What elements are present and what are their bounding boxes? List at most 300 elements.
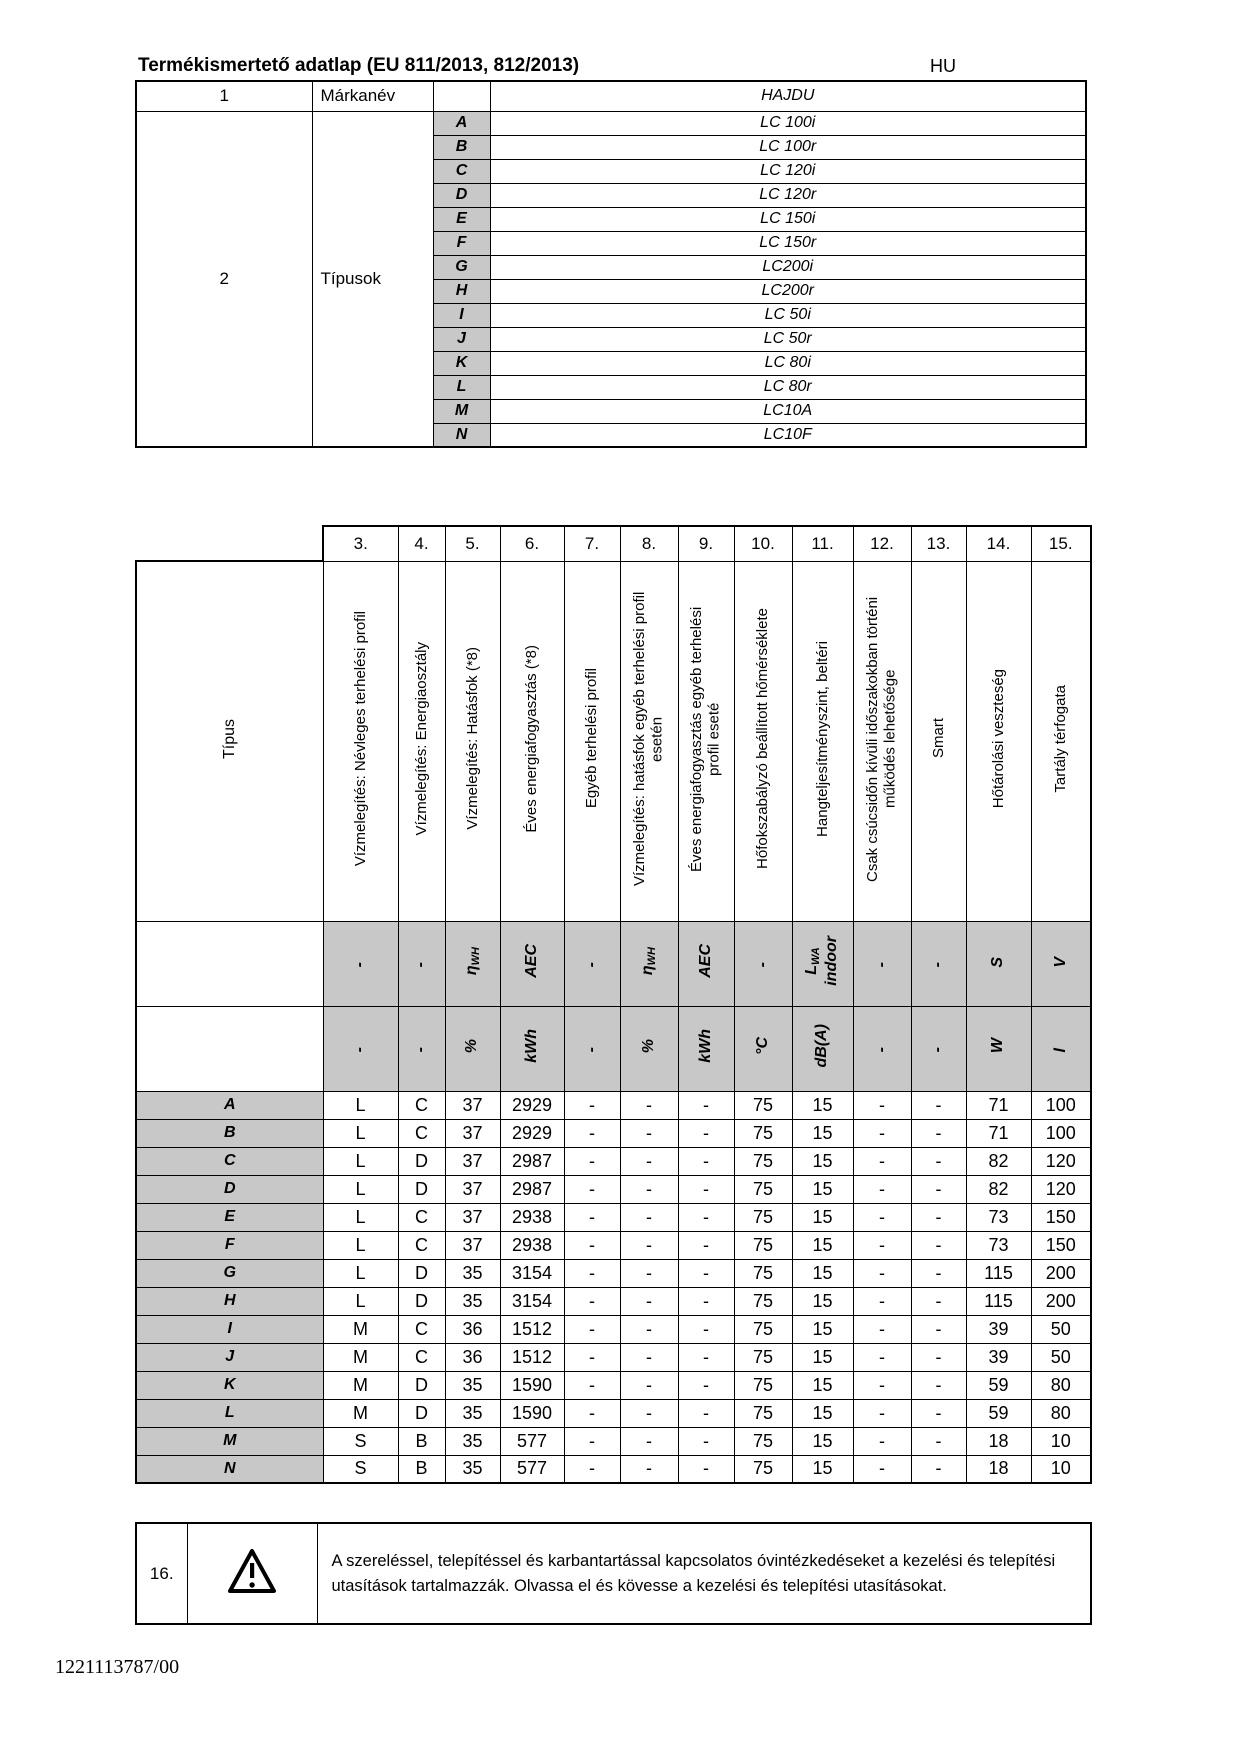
data-cell: 35 [445,1399,500,1427]
data-cell: - [911,1455,966,1483]
data-cell: D [398,1147,445,1175]
row-key-cell: H [136,1287,323,1315]
type-key-cell: F [433,231,490,255]
unit-cell: W [966,1006,1031,1091]
type-key-cell: C [433,159,490,183]
column-header-cell: Smart [911,561,966,921]
data-cell: B [398,1427,445,1455]
type-key-cell: L [433,375,490,399]
data-cell: - [620,1399,678,1427]
data-cell: 75 [734,1287,792,1315]
data-cell: - [620,1427,678,1455]
data-cell: - [678,1315,734,1343]
data-cell: - [911,1203,966,1231]
data-cell: 35 [445,1287,500,1315]
data-cell: - [678,1259,734,1287]
type-model-cell: LC 150r [490,231,1086,255]
data-cell: - [564,1175,620,1203]
data-cell: 75 [734,1455,792,1483]
data-cell: 80 [1031,1399,1091,1427]
data-cell: - [911,1119,966,1147]
data-cell: 15 [792,1091,853,1119]
data-cell: 80 [1031,1371,1091,1399]
data-cell: M [323,1399,398,1427]
column-numbers-row [136,526,1091,561]
data-cell: - [678,1203,734,1231]
column-number-cell: 10. [734,526,792,561]
data-cell: - [620,1455,678,1483]
data-cell: L [323,1203,398,1231]
column-header-cell: Tartály térfogata [1031,561,1091,921]
data-cell: - [678,1343,734,1371]
data-cell: - [678,1175,734,1203]
column-header-cell: Éves energiafogyasztás (*8) [500,561,564,921]
unit-cell: °C [734,1006,792,1091]
data-cell: 3154 [500,1259,564,1287]
data-cell: - [620,1147,678,1175]
data-cell: 75 [734,1371,792,1399]
data-cell: - [564,1203,620,1231]
type-key-cell: K [433,351,490,375]
column-number-cell: 4. [398,526,445,561]
data-cell: 37 [445,1231,500,1259]
data-cell: 15 [792,1371,853,1399]
data-cell: 2987 [500,1175,564,1203]
data-cell: C [398,1091,445,1119]
data-cell: 39 [966,1343,1031,1371]
data-cell: - [853,1455,911,1483]
symbol-cell: V [1031,921,1091,1006]
column-header-cell: Hőfokszabályzó beállított hőmérséklete [734,561,792,921]
data-cell: - [853,1091,911,1119]
column-header-cell: Csak csúcsidőn kívüli időszakokban történi működés lehetősége [853,561,911,921]
row-key-cell: N [136,1455,323,1483]
type-key-cell: M [433,399,490,423]
data-cell: - [564,1371,620,1399]
data-cell: 75 [734,1259,792,1287]
row-key-cell: I [136,1315,323,1343]
data-cell: - [620,1231,678,1259]
data-row [136,1427,1091,1455]
column-number-cell: 13. [911,526,966,561]
note-row [136,1523,1091,1624]
symbol-cell: - [853,921,911,1006]
note-table [135,1522,1092,1625]
unit-cell: - [911,1006,966,1091]
symbol-spacer-cell [136,921,323,1006]
data-cell: - [853,1287,911,1315]
type-model-cell: LC200i [490,255,1086,279]
unit-cell: - [398,1006,445,1091]
data-cell: C [398,1231,445,1259]
data-cell: D [398,1259,445,1287]
data-cell: 15 [792,1119,853,1147]
symbol-cell: S [966,921,1031,1006]
data-cell: 120 [1031,1175,1091,1203]
data-cell: 75 [734,1147,792,1175]
type-model-cell: LC 120r [490,183,1086,207]
data-cell: 100 [1031,1119,1091,1147]
data-cell: 71 [966,1119,1031,1147]
column-header-cell: Éves energiafogyasztás egyéb terhelési profil eseté [678,561,734,921]
data-cell: - [564,1287,620,1315]
data-cell: 37 [445,1091,500,1119]
symbol-cell: - [323,921,398,1006]
data-row [136,1343,1091,1371]
column-number-cell: 9. [678,526,734,561]
data-row [136,1371,1091,1399]
data-cell: D [398,1175,445,1203]
row-key-cell: G [136,1259,323,1287]
data-cell: - [911,1315,966,1343]
data-cell: 75 [734,1315,792,1343]
language-code: HU [930,56,956,76]
unit-cell: kWh [500,1006,564,1091]
data-cell: 577 [500,1427,564,1455]
data-cell: 82 [966,1147,1031,1175]
brand-types-table [135,80,1087,448]
data-cell: 15 [792,1287,853,1315]
column-number-cell: 12. [853,526,911,561]
type-key-cell: A [433,111,490,135]
data-cell: 37 [445,1203,500,1231]
data-cell: L [323,1231,398,1259]
type-model-cell: LC200r [490,279,1086,303]
row-key-cell: L [136,1399,323,1427]
column-number-cell: 6. [500,526,564,561]
warning-icon [227,1548,277,1594]
unit-cell: - [323,1006,398,1091]
types-label-cell: Típusok [312,111,433,447]
data-cell: - [853,1231,911,1259]
data-cell: 2938 [500,1231,564,1259]
data-cell: 73 [966,1231,1031,1259]
symbol-cell: $\eta_{WH}$ [445,921,500,1006]
type-model-cell: LC 100i [490,111,1086,135]
types-rows [136,111,1086,447]
row-key-cell: J [136,1343,323,1371]
type-model-cell: LC 50r [490,327,1086,351]
column-header-cell: Hangteljesítményszint, beltéri [792,561,853,921]
document-title: Termékismertető adatlap (EU 811/2013, 812/2013) [138,55,580,76]
data-row [136,1287,1091,1315]
data-cell: 35 [445,1427,500,1455]
data-cell: - [853,1203,911,1231]
brand-value-cell: HAJDU [490,81,1086,111]
data-cell: 200 [1031,1287,1091,1315]
data-row [136,1259,1091,1287]
data-cell: - [678,1371,734,1399]
data-row [136,1091,1091,1119]
type-column-header: Típus [136,561,323,921]
ghost-cell [136,526,323,561]
unit-cell: l [1031,1006,1091,1091]
unit-cell: - [853,1006,911,1091]
data-cell: 75 [734,1343,792,1371]
datasheet-table [135,525,1092,1484]
data-cell: 2938 [500,1203,564,1231]
type-model-cell: LC 80i [490,351,1086,375]
data-cell: - [620,1259,678,1287]
data-cell: 3154 [500,1287,564,1315]
symbol-cell: - [734,921,792,1006]
data-cell: 15 [792,1427,853,1455]
data-row [136,1231,1091,1259]
data-cell: - [620,1091,678,1119]
data-cell: D [398,1371,445,1399]
data-cell: 15 [792,1147,853,1175]
data-cell: - [620,1287,678,1315]
data-cell: 75 [734,1427,792,1455]
data-cell: 1590 [500,1371,564,1399]
data-cell: L [323,1119,398,1147]
data-cell: C [398,1315,445,1343]
data-cell: C [398,1203,445,1231]
data-cell: M [323,1315,398,1343]
data-cell: 37 [445,1147,500,1175]
data-cell: L [323,1147,398,1175]
data-cell: - [564,1399,620,1427]
symbol-cell: - [564,921,620,1006]
row-key-cell: D [136,1175,323,1203]
data-cell: - [911,1231,966,1259]
data-cell: 100 [1031,1091,1091,1119]
data-cell: - [620,1175,678,1203]
data-cell: - [678,1091,734,1119]
data-cell: - [911,1175,966,1203]
data-cell: 75 [734,1119,792,1147]
row-key-cell: M [136,1427,323,1455]
data-cell: 120 [1031,1147,1091,1175]
data-cell: - [620,1119,678,1147]
data-cell: - [620,1371,678,1399]
data-cell: 18 [966,1427,1031,1455]
data-cell: - [911,1399,966,1427]
data-cell: - [911,1371,966,1399]
data-cell: 15 [792,1343,853,1371]
data-cell: 75 [734,1091,792,1119]
data-cell: 1512 [500,1315,564,1343]
data-cell: 75 [734,1231,792,1259]
data-cell: 50 [1031,1343,1091,1371]
data-row [136,1203,1091,1231]
data-cell: B [398,1455,445,1483]
data-row [136,1315,1091,1343]
data-rows [136,1091,1091,1483]
data-cell: - [620,1343,678,1371]
type-key-cell: J [433,327,490,351]
symbols-row [136,921,1091,1006]
data-cell: - [564,1455,620,1483]
data-cell: D [398,1287,445,1315]
data-cell: - [853,1315,911,1343]
unit-spacer-cell [136,1006,323,1091]
data-cell: 15 [792,1203,853,1231]
data-row [136,1455,1091,1483]
data-cell: 10 [1031,1455,1091,1483]
row-key-cell: A [136,1091,323,1119]
unit-cell: kWh [678,1006,734,1091]
data-cell: 115 [966,1259,1031,1287]
row-key-cell: C [136,1147,323,1175]
data-cell: 10 [1031,1427,1091,1455]
data-cell: - [678,1119,734,1147]
empty-cell [433,81,490,111]
data-cell: - [911,1287,966,1315]
data-row [136,1399,1091,1427]
data-cell: - [564,1315,620,1343]
data-cell: - [678,1231,734,1259]
data-cell: - [564,1091,620,1119]
data-cell: M [323,1343,398,1371]
data-cell: L [323,1287,398,1315]
type-key-cell: E [433,207,490,231]
data-cell: - [620,1315,678,1343]
data-cell: 35 [445,1259,500,1287]
data-cell: 2929 [500,1091,564,1119]
data-cell: - [678,1399,734,1427]
data-cell: C [398,1343,445,1371]
type-model-cell: LC 150i [490,207,1086,231]
data-cell: - [678,1287,734,1315]
data-cell: D [398,1399,445,1427]
data-cell: - [564,1343,620,1371]
data-cell: 15 [792,1175,853,1203]
data-cell: 75 [734,1175,792,1203]
column-header-cell: Vízmelegítés: Energiaosztály [398,561,445,921]
data-cell: 1590 [500,1399,564,1427]
data-cell: M [323,1371,398,1399]
data-cell: 59 [966,1371,1031,1399]
data-cell: 150 [1031,1203,1091,1231]
row-key-cell: B [136,1119,323,1147]
data-cell: 15 [792,1399,853,1427]
data-cell: - [911,1091,966,1119]
type-model-cell: LC 50i [490,303,1086,327]
column-number-cell: 8. [620,526,678,561]
symbol-cell: $L_{WA}$ indoor [792,921,853,1006]
type-model-cell: LC 100r [490,135,1086,159]
data-cell: - [853,1259,911,1287]
type-key-cell: B [433,135,490,159]
data-row [136,1175,1091,1203]
data-row [136,1147,1091,1175]
column-number-cell: 3. [323,526,398,561]
type-key-cell: N [433,423,490,447]
data-cell: 39 [966,1315,1031,1343]
data-cell: - [853,1175,911,1203]
data-cell: 15 [792,1231,853,1259]
data-row [136,1119,1091,1147]
data-cell: L [323,1175,398,1203]
row-number-cell: 1 [136,81,312,111]
data-cell: - [678,1455,734,1483]
column-number-cell: 7. [564,526,620,561]
data-cell: - [620,1203,678,1231]
symbol-cell: AEC [678,921,734,1006]
data-cell: S [323,1427,398,1455]
data-cell: 75 [734,1203,792,1231]
note-number-cell: 16. [136,1523,187,1624]
data-cell: 71 [966,1091,1031,1119]
data-cell: C [398,1119,445,1147]
data-cell: - [853,1399,911,1427]
data-cell: 36 [445,1315,500,1343]
symbol-cell: $\eta_{WH}$ [620,921,678,1006]
data-cell: 59 [966,1399,1031,1427]
symbol-cell: - [398,921,445,1006]
note-text: A szereléssel, telepítéssel és karbantartással kapcsolatos óvintézkedéseket a kezelési és telepítési utasítások tartalmazzák. Olvassa el és kövesse a kezelési és telepítési utasításokat. [317,1523,1091,1624]
data-cell: 37 [445,1175,500,1203]
type-model-cell: LC 120i [490,159,1086,183]
data-cell: L [323,1091,398,1119]
data-cell: - [853,1427,911,1455]
data-cell: - [564,1259,620,1287]
data-cell: 2987 [500,1147,564,1175]
type-key-cell: G [433,255,490,279]
column-header-cell: Vízmelegítés: hatásfok egyéb terhelési profil esetén [620,561,678,921]
data-cell: - [564,1427,620,1455]
column-headers-row [136,561,1091,921]
data-cell: 35 [445,1455,500,1483]
data-cell: - [853,1119,911,1147]
column-header-cell: Vízmelegítés: Névleges terhelési profil [323,561,398,921]
unit-cell: dB(A) [792,1006,853,1091]
data-cell: - [853,1343,911,1371]
symbol-cell: AEC [500,921,564,1006]
type-key-cell: H [433,279,490,303]
data-cell: 82 [966,1175,1031,1203]
document-code: 1221113787/00 [55,1656,180,1678]
data-cell: 37 [445,1119,500,1147]
type-model-cell: LC 80r [490,375,1086,399]
type-row [136,111,1086,135]
row-number-cell: 2 [136,111,312,447]
symbol-cell: - [911,921,966,1006]
data-cell: - [911,1259,966,1287]
brand-label-cell: Márkanév [312,81,433,111]
data-cell: 35 [445,1371,500,1399]
data-cell: 150 [1031,1231,1091,1259]
type-key-cell: I [433,303,490,327]
data-cell: - [853,1147,911,1175]
data-cell: L [323,1259,398,1287]
data-cell: 577 [500,1455,564,1483]
unit-cell: % [445,1006,500,1091]
data-cell: - [678,1427,734,1455]
brand-row [136,81,1086,111]
data-cell: 36 [445,1343,500,1371]
column-header-cell: Vízmelegítés: Hatásfok (*8) [445,561,500,921]
data-cell: - [678,1147,734,1175]
data-cell: - [911,1427,966,1455]
data-cell: 15 [792,1315,853,1343]
data-cell: - [564,1147,620,1175]
data-cell: - [911,1343,966,1371]
data-cell: 2929 [500,1119,564,1147]
column-header-cell: Egyéb terhelési profil [564,561,620,921]
warning-icon-cell [187,1523,317,1624]
row-key-cell: E [136,1203,323,1231]
type-model-cell: LC10F [490,423,1086,447]
type-model-cell: LC10A [490,399,1086,423]
units-row [136,1006,1091,1091]
data-cell: 1512 [500,1343,564,1371]
data-cell: 15 [792,1455,853,1483]
data-cell: 73 [966,1203,1031,1231]
column-header-cell: Hőtárolási veszteség [966,561,1031,921]
column-number-cell: 5. [445,526,500,561]
